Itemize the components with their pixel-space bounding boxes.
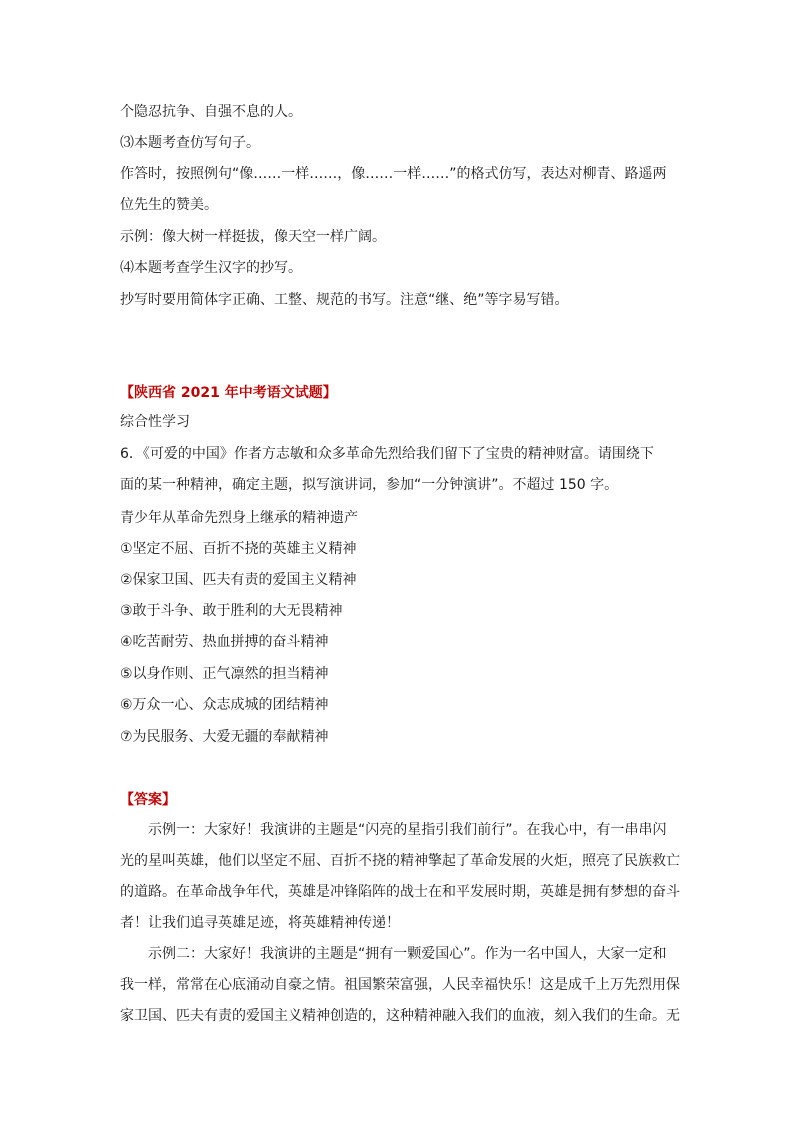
list-item: ①坚定不屈、百折不挠的英雄主义精神 [120,541,357,557]
question-prompt: 6．《可爱的中国》作者方志敏和众多革命先烈给我们留下了宝贵的精神财富。请围绕下 [120,446,654,462]
answer-line: 者！让我们追寻英雄足迹，将英雄精神传递！ [120,915,400,931]
answer-line: 光的星叫英雄，他们以坚定不屈、百折不挠的精神擎起了革命发展的火炬，照亮了民族救亡 [120,853,680,869]
list-item: ③敢于斗争、敢于胜利的大无畏精神 [120,603,343,619]
answer-line: 示例二：大家好！我演讲的主题是“拥有一颗爱国心”。作为一名中国人，大家一定和 [148,946,667,962]
list-item: ②保家卫国、匹夫有责的爱国主义精神 [120,572,357,588]
list-title: 青少年从革命先烈身上继承的精神遗产 [120,510,358,526]
text-line: 抄写时要用简体字正确、工整、规范的书写。注意“继、绝”等字易写错。 [120,292,569,308]
text-line: 示例：像大树一样挺拔，像天空一样广阔。 [120,229,386,245]
text-line: 个隐忍抗争、自强不息的人。 [120,104,302,120]
answer-line: 示例一：大家好！我演讲的主题是“闪亮的星指引我们前行”。在我心中，有一串串闪 [148,822,667,838]
answer-line: 的道路。在革命战争年代，英雄是冲锋陷阵的战士在和平发展时期，英雄是拥有梦想的奋斗 [120,884,680,900]
text-line: ⑷本题考查学生汉字的抄写。 [120,260,302,276]
text-line: 位先生的赞美。 [120,197,218,213]
category-label: 综合性学习 [120,414,190,430]
question-prompt: 面的某一种精神，确定主题，拟写演讲词，参加“一分钟演讲”。不超过 150 字。 [120,477,619,493]
list-item: ⑤以身作则、正气凛然的担当精神 [120,666,329,682]
list-item: ⑥万众一心、众志成城的团结精神 [120,697,329,713]
text-line: ⑶本题考查仿写句子。 [120,135,260,151]
list-item: ④吃苦耐劳、热血拼搏的奋斗精神 [120,634,329,650]
source-heading: 【陕西省 2021 年中考语文试题】 [120,385,337,401]
answer-line: 我一样，常常在心底涌动自豪之情。祖国繁荣富强，人民幸福快乐！这是成千上万先烈用保 [120,977,680,993]
text-line: 作答时，按照例句“像……一样……，像……一样……”的格式仿写，表达对柳青、路遥两 [120,166,667,182]
answer-heading: 【答案】 [120,792,176,808]
answer-line: 家卫国、匹夫有责的爱国主义精神创造的，这种精神融入我们的血液，刻入我们的生命。无 [120,1008,680,1024]
list-item: ⑦为民服务、大爱无疆的奉献精神 [120,729,329,745]
